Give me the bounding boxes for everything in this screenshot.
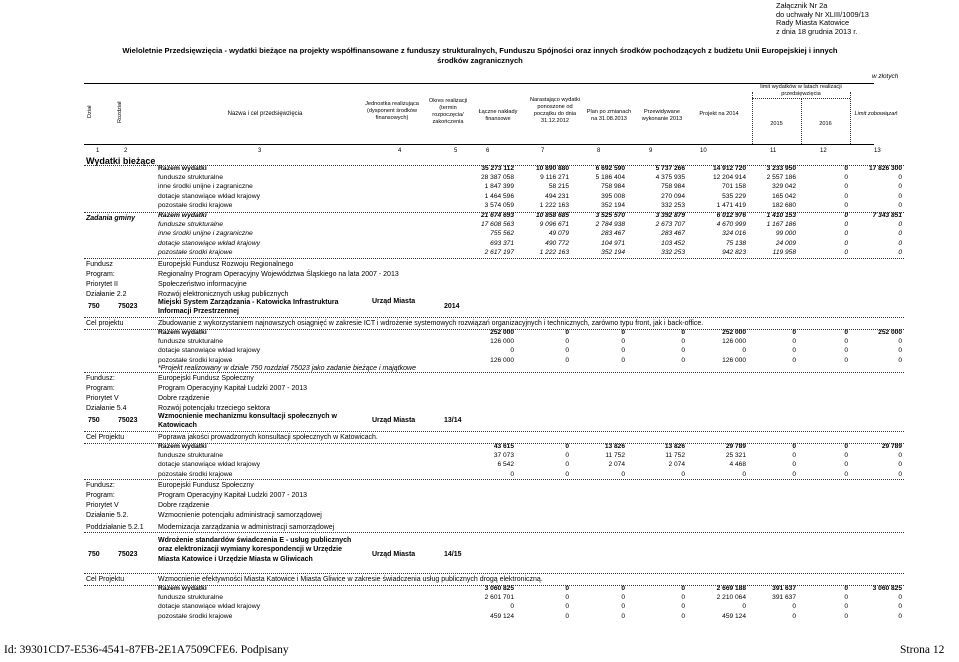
row-label: pozostałe środki krajowe [158,612,233,620]
poddzialanie-value: Modernizacja zarządzania w administracji samorządowej [158,524,335,531]
cell-value: 2 601 701 [484,594,514,602]
row-label: fundusze strukturalne [158,594,223,602]
cell-value: 490 772 [545,239,569,247]
project-unit: Urząd Miasta [372,417,416,424]
dzial-code: 750 [88,303,100,310]
cell-value: 0 [844,347,848,355]
cell-value: 0 [565,594,569,602]
cell-value: 58 215 [548,183,569,191]
cell-value: 5 186 404 [595,174,625,182]
cell-value: 459 124 [490,612,514,620]
cell-value: 0 [510,603,514,611]
cell-value: 0 [621,347,625,355]
cell-value: 0 [844,212,848,219]
cell-value: 0 [844,165,848,172]
cell-value: 9 096 671 [539,221,569,229]
cell-value: 0 [565,603,569,611]
cell-value: 0 [844,338,848,346]
dzialanie-label: Działanie 5.2. [86,512,129,519]
cell-value: 2 617 197 [484,248,514,256]
cell-value: 29 789 [881,443,902,450]
cell-value: 0 [510,347,514,355]
col-number: 5 [454,148,458,154]
cell-value: 3 060 825 [484,585,514,592]
program-value: Program Operacyjny Kapitał Ludzki 2007 - 2013 [158,492,308,499]
cell-value: 11 752 [665,452,685,460]
cell-value: 758 984 [601,183,625,191]
header-przewidywane: Przewidywane wykonanie 2013 [641,109,683,122]
fundusz-label: Fundusz: [86,482,115,489]
cell-value: 104 971 [601,239,625,247]
divider [84,573,904,574]
cell-value: 17 826 300 [868,165,902,172]
cell-value: 75 138 [725,239,746,247]
header-limit: limit wydatków w latach realizacji przedsięwzięcia [760,84,842,97]
fundusz-label: Fundusz [86,261,113,268]
cell-value: 3 392 879 [655,212,685,219]
cell-value: 1 847 399 [484,183,514,191]
cel-value: Poprawa jakości prowadzonych konsultacji społecznych w Katowicach. [158,434,378,441]
cell-value: 0 [898,470,902,478]
cell-value: 329 042 [772,183,796,191]
cell-value: 1 471 419 [716,201,746,209]
cell-value: 0 [621,603,625,611]
cell-value: 0 [844,594,848,602]
fundusz-value: Europejski Fundusz Społeczny [158,375,254,382]
cell-value: 0 [898,239,902,247]
dzial-code: 750 [88,417,100,424]
project-period: 2014 [444,303,460,310]
rozdzial-code: 75023 [118,417,138,424]
cell-value: 14 912 720 [712,165,746,172]
cell-value: 755 562 [490,230,514,238]
cell-value: 1 222 163 [539,201,569,209]
cell-value: 12 204 914 [712,174,746,182]
cell-value: 13 826 [604,443,625,450]
cel-value: Wzmocnienie efektywności Miasta Katowice i Miasta Gliwice w zakresie świadczenia usług publicznych drogą elektroniczną. [158,576,543,583]
row-label: Razem wydatki [158,585,207,592]
program-label: Program: [86,492,115,499]
block-label: Zadania gminy [86,215,136,222]
cell-value: 25 321 [725,452,746,460]
poddzialanie-label: Poddziałanie 5.2.1 [86,524,144,531]
cell-value: 0 [621,329,625,336]
cell-value: 332 253 [661,248,685,256]
row-label: fundusze strukturalne [158,221,223,229]
cell-value: 126 000 [490,338,514,346]
cel-label: Cel Projektu [86,434,125,441]
annex-line: do uchwały Nr XLIII/1009/13 [776,9,869,19]
cell-value: 494 231 [545,192,569,200]
col-number: 12 [820,148,827,154]
cell-value: 3 060 825 [872,585,902,592]
row-label: inne środki unijne i zagraniczne [158,183,253,191]
cell-value: 0 [844,452,848,460]
divider [84,317,904,318]
dzialanie-value: Wzmocnienie potencjału administracji samorządowej [158,512,322,519]
priorytet-label: Priorytet II [86,281,118,288]
cell-value: 0 [898,192,902,200]
cell-value: 0 [898,201,902,209]
cell-value: 6 542 [497,461,514,469]
program-value: Program Operacyjny Kapitał Ludzki 2007 - 2013 [158,385,308,392]
cell-value: 0 [844,239,848,247]
header-divider [752,92,753,144]
cell-value: 37 073 [493,452,514,460]
project-period: 14/15 [444,551,462,558]
cell-value: 0 [898,230,902,238]
annex-line: Rady Miasta Katowice [776,18,850,28]
divider [84,532,904,533]
cell-value: 283 467 [661,230,685,238]
document-id: Id: 39301CD7-E536-4541-87FB-2E1A7509CFE6. Podpisany [4,644,289,656]
fundusz-value: Europejski Fundusz Społeczny [158,482,254,489]
col-number: 1 [96,148,100,154]
page-title [80,46,880,67]
cell-value: 395 008 [601,192,625,200]
priorytet-value: Dobre rządzenie [158,502,210,509]
cell-value: 0 [681,470,685,478]
cell-value: 103 452 [661,239,685,247]
fundusz-label: Fundusz: [86,375,115,382]
cell-value: 0 [898,248,902,256]
cell-value: 0 [565,347,569,355]
row-label: dotacje stanowiące wkład krajowy [158,603,261,611]
row-label: dotacje stanowiące wkład krajowy [158,347,261,355]
cell-value: 352 194 [601,248,625,256]
divider [84,372,904,373]
cell-value: 0 [565,356,569,364]
cell-value: 0 [621,585,625,592]
cell-value: 324 016 [722,230,746,238]
cell-value: 0 [898,461,902,469]
row-label: fundusze strukturalne [158,174,223,182]
cell-value: 0 [898,174,902,182]
cell-value: 0 [898,452,902,460]
header-okres: Okres realizacji (termin rozpoczęcia/ zakończenia [428,98,468,125]
dzial-code: 750 [88,551,100,558]
cell-value: 0 [844,248,848,256]
cell-value: 0 [844,201,848,209]
cell-value: 535 229 [722,192,746,200]
cell-value: 10 858 685 [535,212,569,219]
annex-line: z dnia 18 grudnia 2013 r. [776,27,858,37]
project-name: Miejski System Zarządzania - Katowicka Infrastruktura Informacji Przestrzennej [158,299,339,316]
fundusz-value: Europejski Fundusz Rozwoju Regionalnego [158,261,294,268]
cell-value: 0 [898,183,902,191]
cell-value: 270 094 [661,192,685,200]
col-number: 13 [874,148,881,154]
cell-value: 693 371 [490,239,514,247]
cell-value: 0 [792,347,796,355]
cell-value: 0 [792,612,796,620]
cel-value: Zbudowanie z wykorzystaniem najnowszych osiągnięć w zakresie ICT i wdrożenie systemowych rozwiązań organizacyjnych i technicznych, zarówno typu front, jak i back-office. [158,320,704,327]
cell-value: 0 [844,192,848,200]
cell-value: 0 [565,612,569,620]
col-number: 9 [649,148,653,154]
cell-value: 0 [844,174,848,182]
priorytet-label: Priorytet V [86,502,119,509]
cell-value: 17 608 563 [480,221,514,229]
col-number: 8 [597,148,601,154]
cell-value: 0 [742,603,746,611]
cell-value: 2 074 [608,461,625,469]
cell-value: 2 673 707 [655,221,685,229]
cell-value: 942 823 [722,248,746,256]
cell-value: 0 [565,470,569,478]
header-laczne: Łączne nakłady finansowe [478,109,518,122]
cell-value: 252 000 [878,329,902,336]
divider [84,258,904,259]
header-bottom-line [84,144,874,145]
cell-value: 119 958 [772,248,796,256]
row-label: fundusze strukturalne [158,338,223,346]
units-label: w złotych [872,73,899,80]
cell-value: 0 [898,612,902,620]
cell-value: 35 273 112 [481,165,514,172]
page-number: Strona 12 [900,644,945,656]
col-number: 6 [486,148,490,154]
header-limit-zobowiazan: Limit zobowiązań [854,111,898,117]
cell-value: 6 692 590 [595,165,625,172]
cell-value: 29 789 [725,443,746,450]
header-2016: 2016 [819,121,832,127]
cell-value: 2 557 186 [766,174,796,182]
cell-value: 252 000 [490,329,514,336]
row-label: Razem wydatki [158,212,207,219]
project-name: Wzmocnienie mechanizmu konsultacji społecznych w Katowicach [158,413,337,430]
cell-value: 0 [681,347,685,355]
cell-value: 0 [844,230,848,238]
cell-value: 182 680 [772,201,796,209]
dzialanie-value: Rozwój potencjału trzeciego sektora [158,405,271,412]
cell-value: 10 890 880 [535,165,569,172]
cell-value: 0 [844,470,848,478]
row-label: Razem wydatki [158,165,207,172]
cell-value: 0 [844,585,848,592]
cell-value: 126 000 [722,356,746,364]
cell-value: 2 784 938 [595,221,625,229]
cell-value: 126 000 [490,356,514,364]
cell-value: 0 [681,612,685,620]
cell-value: 11 752 [605,452,625,460]
col-number: 11 [770,148,777,154]
row-label: Razem wydatki [158,443,207,450]
cell-value: 0 [792,443,796,450]
header-dzial: Dział [87,105,93,118]
project-period: 13/14 [444,417,462,424]
cell-value: 0 [621,470,625,478]
annex-line: Załącznik Nr 2a [776,1,828,10]
header-2015: 2015 [770,121,783,127]
cell-value: 0 [565,338,569,346]
cell-value: 0 [898,347,902,355]
cell-value: 283 467 [601,230,625,238]
cell-value: 4 375 935 [655,174,685,182]
title-line: Wieloletnie Przedsięwzięcia - wydatki bieżące na projekty współfinansowane z funduszy strukturalnych, Funduszu Spójności oraz innych środków pochodzących z budżetu Unii Europejskiej i innych [122,46,838,55]
cell-value: 0 [792,461,796,469]
cell-value: 5 737 266 [655,165,685,172]
col-number: 10 [700,148,707,154]
cell-value: 126 000 [722,338,746,346]
cell-value: 4 670 999 [716,221,746,229]
cell-value: 0 [565,443,569,450]
cell-value: 391 637 [772,585,796,592]
header-divider [850,92,851,144]
cell-value: 0 [681,594,685,602]
cell-value: 0 [510,470,514,478]
header-narastajaco: Narastająco wydatki ponoszone od początku do dnia 31.12.2012 [529,97,581,124]
cell-value: 3 574 059 [484,201,514,209]
cell-value: 99 000 [775,230,796,238]
row-label: inne środki unijne i zagraniczne [158,230,253,238]
project-note: *Projekt realizowany w dziale 750 rozdział 75023 jako zadanie bieżące i majątkowe [158,365,416,372]
cell-value: 2 669 188 [716,585,746,592]
cell-value: 43 615 [493,443,514,450]
cell-value: 1 410 153 [766,212,796,219]
cell-value: 352 194 [601,201,625,209]
cell-value: 0 [621,338,625,346]
project-unit: Urząd Miasta [372,298,416,305]
dzialanie-label: Działanie 5.4 [86,405,127,412]
cell-value: 24 009 [775,239,796,247]
cell-value: 0 [792,338,796,346]
cel-label: Cel projektu [86,320,124,327]
dzialanie-label: Działanie 2.2 [86,291,127,298]
cell-value: 0 [681,329,685,336]
cell-value: 0 [621,612,625,620]
cell-value: 165 042 [772,192,796,200]
cell-value: 758 984 [661,183,685,191]
header-rozdzial: Rozdział [117,101,123,123]
cell-value: 3 525 570 [595,212,625,219]
cell-value: 6 012 976 [716,212,746,219]
divider [84,479,904,480]
program-label: Program: [86,385,115,392]
cell-value: 49 079 [548,230,569,238]
cell-value: 4 468 [729,461,746,469]
row-label: fundusze strukturalne [158,452,223,460]
cell-value: 0 [792,452,796,460]
section-title: Wydatki bieżące [86,156,156,166]
title-line: środków zagranicznych [437,56,523,66]
cell-value: 1 167 186 [766,221,796,229]
cel-label: Cel Projektu [86,576,125,583]
row-label: dotacje stanowiące wkład krajowy [158,239,261,247]
rozdzial-code: 75023 [118,303,138,310]
priorytet-label: Priorytet V [86,395,119,402]
cell-value: 2 210 064 [716,594,746,602]
row-label: pozostałe środki krajowe [158,248,233,256]
cell-value: 0 [844,329,848,336]
row-label: dotacje stanowiące wkład krajowy [158,461,261,469]
dzialanie-value: Rozwój elektronicznych usług publicznych [158,291,289,298]
header-plan: Plan po zmianach na 31.08.2013 [586,109,632,122]
row-label: pozostałe środki krajowe [158,201,233,209]
row-label: Razem wydatki [158,329,207,336]
rozdzial-code: 75023 [118,551,138,558]
cell-value: 7 343 851 [872,212,902,219]
cell-value: 0 [565,585,569,592]
cell-value: 0 [792,329,796,336]
annex-info [776,2,869,37]
priorytet-value: Dobre rządzenie [158,395,210,402]
cell-value: 28 387 058 [480,174,514,182]
cell-value: 0 [844,221,848,229]
cell-value: 9 116 271 [540,174,569,182]
cell-value: 0 [742,347,746,355]
cell-value: 0 [681,603,685,611]
row-label: dotacje stanowiące wkład krajowy [158,192,261,200]
priorytet-value: Społeczeństwo informacyjne [158,281,247,288]
row-label: pozostałe środki krajowe [158,356,233,364]
cell-value: 0 [844,356,848,364]
col-number: 3 [258,148,262,154]
row-label: pozostałe środki krajowe [158,470,233,478]
cell-value: 0 [898,356,902,364]
cell-value: 1 464 596 [484,192,514,200]
project-unit: Urząd Miasta [372,551,416,558]
cell-value: 0 [681,356,685,364]
cell-value: 0 [565,329,569,336]
program-label: Program: [86,271,115,278]
cell-value: 0 [844,612,848,620]
cell-value: 0 [898,603,902,611]
header-jednostka: Jednostka realizująca (dysponent środków finansowych) [365,101,419,121]
cell-value: 0 [844,603,848,611]
project-name: Wdrożenie standardów świadczenia E - usług publicznych oraz elektronizacji wymiany korespondencji w Urzędzie Miasta Katowice i Urzędzie Miasta w Gliwicach [158,537,352,563]
cell-value: 0 [844,183,848,191]
col-number: 2 [124,148,128,154]
header-nazwa: Nazwa i cel przedsięwzięcia [227,111,303,117]
cell-value: 252 000 [722,329,746,336]
header-projekt: Projekt na 2014 [699,111,739,117]
cell-value: 13 826 [664,443,685,450]
cell-value: 0 [621,594,625,602]
col-number: 7 [541,148,545,154]
cell-value: 0 [844,443,848,450]
cell-value: 391 637 [772,594,796,602]
cell-value: 332 253 [661,201,685,209]
cell-value: 459 124 [722,612,746,620]
cell-value: 0 [565,452,569,460]
cell-value: 0 [792,356,796,364]
divider [84,431,904,432]
cell-value: 3 233 950 [766,165,796,172]
cell-value: 701 158 [722,183,746,191]
cell-value: 0 [621,356,625,364]
cell-value: 0 [742,470,746,478]
cell-value: 0 [898,221,902,229]
cell-value: 0 [681,585,685,592]
program-value: Regionalny Program Operacyjny Województwa Śląskiego na lata 2007 - 2013 [158,271,399,278]
cell-value: 0 [898,594,902,602]
cell-value: 0 [898,338,902,346]
cell-value: 1 222 163 [539,248,569,256]
cell-value: 0 [792,470,796,478]
col-number: 4 [398,148,402,154]
cell-value: 21 674 693 [480,212,514,219]
cell-value: 0 [844,461,848,469]
cell-value: 0 [792,603,796,611]
cell-value: 2 074 [668,461,685,469]
cell-value: 0 [565,461,569,469]
cell-value: 0 [681,338,685,346]
